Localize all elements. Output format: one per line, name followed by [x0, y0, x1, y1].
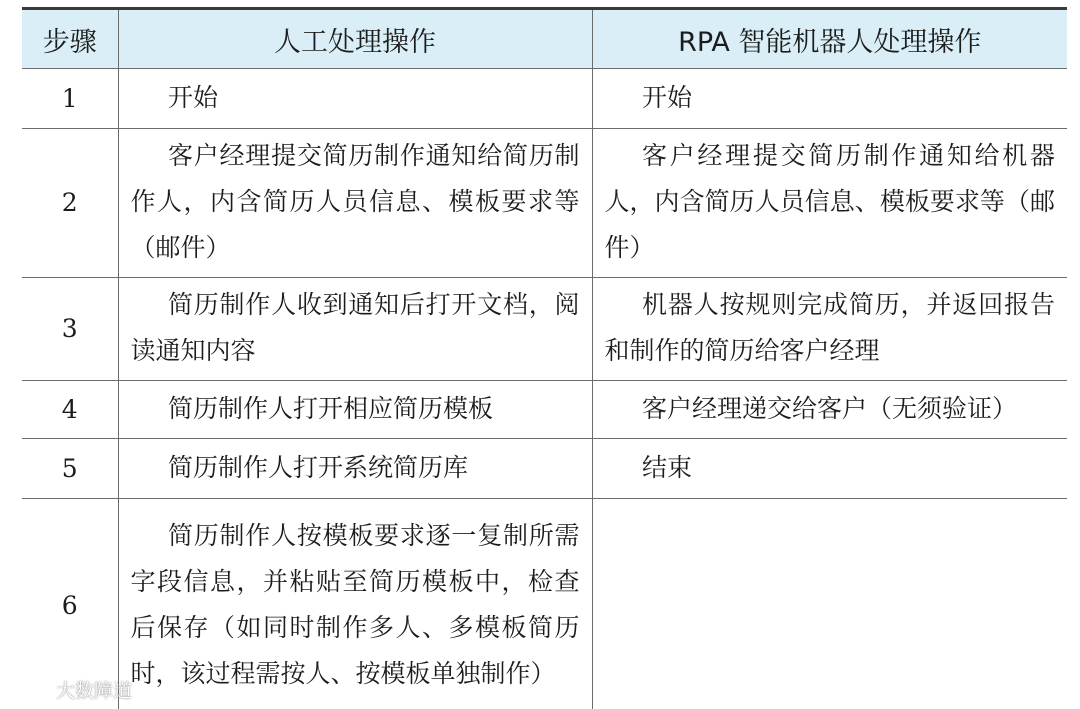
step-number: 3 [22, 278, 118, 381]
manual-cell [118, 439, 592, 499]
manual-cell [118, 381, 592, 439]
table-row [22, 499, 1067, 709]
rpa-cell [592, 439, 1067, 499]
manual-text: 简历制作人打开相应简历模板 [168, 393, 494, 423]
manual-cell [118, 278, 592, 381]
rpa-cell [592, 278, 1067, 381]
step-number: 1 [22, 69, 118, 129]
manual-cell [118, 69, 592, 129]
rpa-cell [592, 69, 1067, 129]
manual-cell [118, 129, 592, 278]
manual-cell [118, 499, 592, 709]
header-step: 步骤 [22, 9, 118, 69]
manual-text: 客户经理提交简历制作通知给简历制作人，内含简历人员信息、模板要求等（邮件） [130, 141, 580, 262]
table-header-row [22, 9, 1067, 69]
comparison-table [22, 7, 1067, 709]
manual-text: 简历制作人收到通知后打开文档，阅读通知内容 [130, 290, 580, 365]
step-number: 2 [22, 129, 118, 278]
manual-text: 简历制作人打开系统简历库 [168, 452, 469, 482]
rpa-text: 结束 [642, 452, 693, 482]
rpa-cell [592, 499, 1067, 709]
rpa-cell [592, 381, 1067, 439]
step-number: 6 [22, 499, 118, 709]
rpa-text: 机器人按规则完成简历，并返回报告和制作的简历给客户经理 [604, 290, 1055, 365]
watermark [8, 674, 132, 704]
manual-text: 开始 [168, 82, 219, 112]
chat-bubble-icon [8, 676, 52, 702]
table-row [22, 381, 1067, 439]
rpa-text: 开始 [642, 82, 693, 112]
header-manual: 人工处理操作 [118, 9, 592, 69]
table-row [22, 439, 1067, 499]
table-row [22, 129, 1067, 278]
manual-text: 简历制作人按模板要求逐一复制所需字段信息，并粘贴至简历模板中，检查后保存（如同时制作多人、多模板简历时，该过程需按人、按模板单独制作） [130, 521, 580, 688]
header-rpa: RPA 智能机器人处理操作 [592, 9, 1067, 69]
rpa-text: 客户经理递交给客户（无须验证） [642, 393, 1018, 423]
rpa-cell [592, 129, 1067, 278]
table-row [22, 69, 1067, 129]
table-row [22, 278, 1067, 381]
step-number: 4 [22, 381, 118, 439]
step-number: 5 [22, 439, 118, 499]
rpa-text: 客户经理提交简历制作通知给机器人，内含简历人员信息、模板要求等（邮件） [604, 141, 1055, 262]
watermark-text: 大数障道 [56, 679, 133, 702]
